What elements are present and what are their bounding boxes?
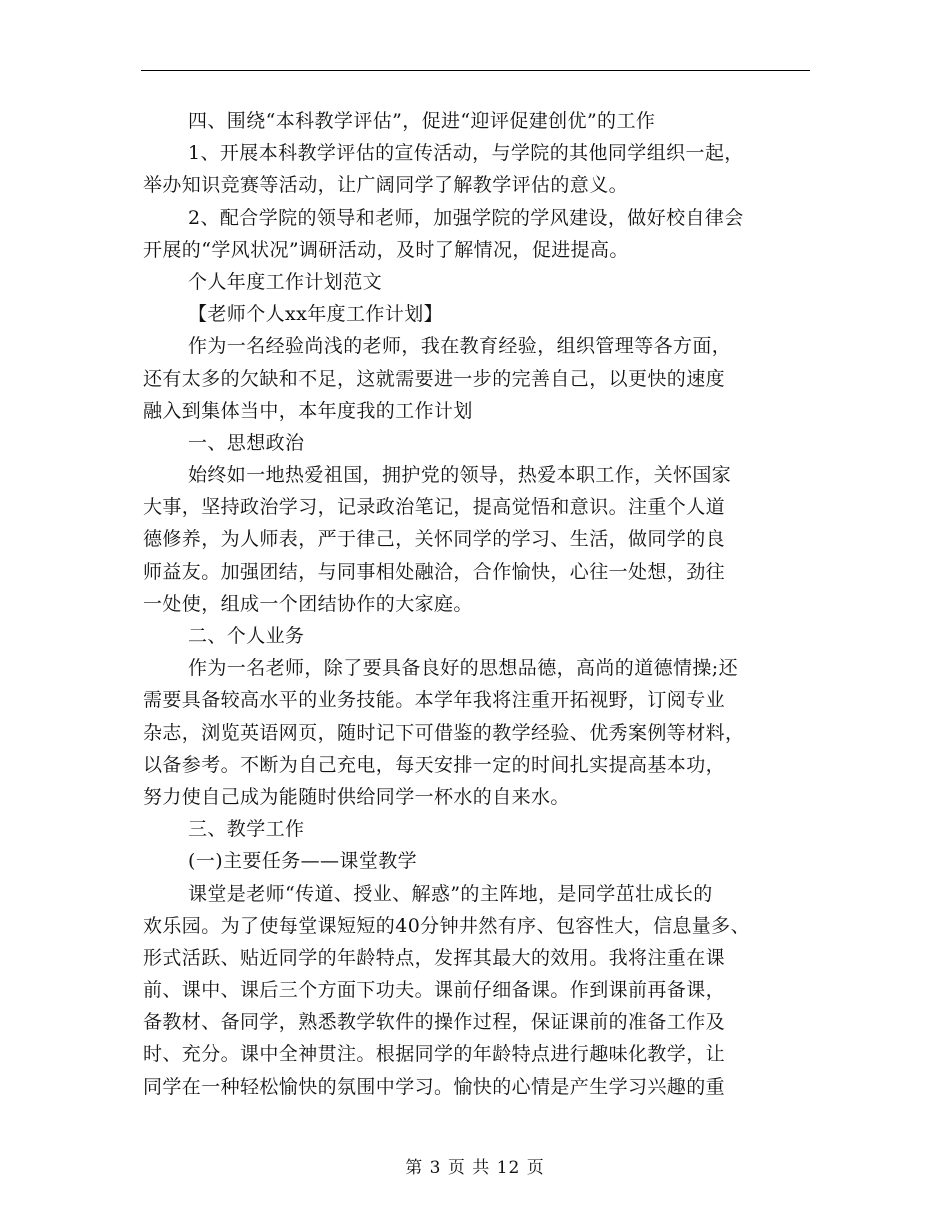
text-line: 个人年度工作计划范文: [188, 270, 383, 293]
text-line: 形式活跃、贴近同学的年龄特点，发挥其最大的效用。我将注重在课: [143, 946, 726, 969]
document-body: [143, 105, 813, 1103]
text-line: 备教材、备同学，熟悉教学软件的操作过程，保证课前的准备工作及: [143, 1011, 726, 1034]
text-line: 四、围绕“本科教学评估”，促进“迎评促建创优”的工作: [188, 110, 656, 132]
header-rule: [141, 70, 810, 71]
text-line: 欢乐园。为了使每堂课短短的40分钟井然有序、包容性大，信息量多、: [143, 914, 750, 937]
text-line: 1、开展本科教学评估的宣传活动，与学院的其他同学组织一起，: [188, 142, 744, 165]
text-line: 同学在一种轻松愉快的氛围中学习。愉快的心情是产生学习兴趣的重: [143, 1075, 726, 1098]
text-line: 课堂是老师“传道、授业、解惑”的主阵地，是同学茁壮成长的: [188, 882, 713, 905]
text-line: 大事，坚持政治学习，记录政治笔记，提高觉悟和意识。注重个人道: [143, 496, 726, 519]
text-line: 举办知识竞赛等活动，让广阔同学了解教学评估的意义。: [143, 174, 629, 197]
text-line: 还有太多的欠缺和不足，这就需要进一步的完善自己，以更快的速度: [143, 367, 726, 390]
text-line: 融入到集体当中，本年度我的工作计划: [143, 399, 473, 422]
text-line: 作为一名老师，除了要具备良好的思想品德，高尚的道德情操;还: [188, 657, 739, 680]
text-line: 三、教学工作: [188, 818, 305, 841]
text-line: 努力使自己成为能随时供给同学一杯水的自来水。: [143, 785, 570, 808]
text-line: 【老师个人xx年度工作计划】: [188, 303, 444, 326]
text-line: 以备参考。不断为自己充电，每天安排一定的时间扎实提高基本功，: [143, 753, 726, 776]
page-number-footer: 第 3 页 共 12 页: [405, 1158, 545, 1178]
text-line: 二、个人业务: [188, 625, 305, 647]
text-line: 一、思想政治: [188, 431, 305, 454]
text-line: 时、充分。课中全神贯注。根据同学的年龄特点进行趣味化教学，让: [143, 1043, 726, 1066]
text-line: 作为一名经验尚浅的老师，我在教育经验，组织管理等各方面，: [188, 335, 732, 358]
text-line: 一处使，组成一个团结协作的大家庭。: [143, 592, 473, 615]
text-line: 需要具备较高水平的业务技能。本学年我将注重开拓视野，订阅专业: [143, 689, 726, 712]
text-line: 前、课中、课后三个方面下功夫。课前仔细备课。作到课前再备课，: [143, 979, 726, 1002]
text-line: 师益友。加强团结，与同事相处融洽，合作愉快，心往一处想，劲往: [143, 560, 726, 583]
text-line: (一)主要任务——课堂教学: [188, 850, 418, 873]
text-line: 2、配合学院的领导和老师，加强学院的学风建设，做好校自律会: [188, 206, 744, 229]
text-line: 开展的“学风状况”调研活动，及时了解情况，促进提高。: [143, 238, 629, 261]
text-line: 始终如一地热爱祖国，拥护党的领导，热爱本职工作，关怀国家: [188, 464, 732, 487]
text-line: 德修养，为人师表，严于律己，关怀同学的学习、生活，做同学的良: [143, 528, 726, 551]
text-line: 杂志，浏览英语网页，随时记下可借鉴的教学经验、优秀案例等材料，: [143, 721, 745, 744]
